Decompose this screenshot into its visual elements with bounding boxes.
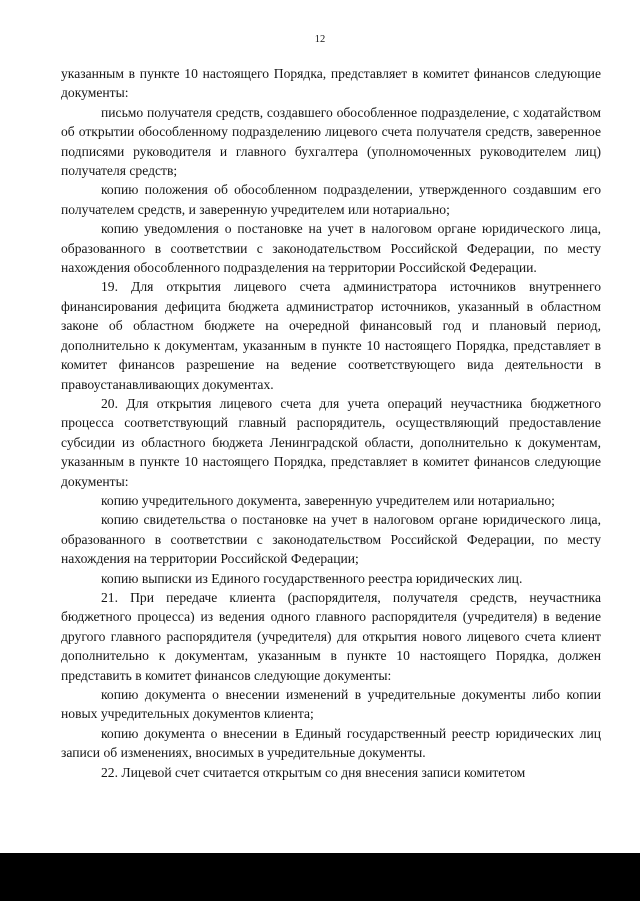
paragraph-letter-requirement: письмо получателя средств, создавшего обособленное подразделение, с ходатайством об открытии обособленному подразделению лицевого счета получателя средств, заверенное подписями руководителя и главного бухгалтера (уполномоченных руководителем лиц) получателя средств; — [61, 104, 601, 179]
paragraph-amendments-copy: копию документа о внесении изменений в учредительные документы либо копии новых учредительных документов клиента; — [61, 687, 601, 722]
paragraph-continuation: указанным в пункте 10 настоящего Порядка, представляет в комитет финансов следующие документы: — [61, 66, 601, 101]
paragraph-tax-notice-copy: копию уведомления о постановке на учет в налоговом органе юридического лица, образованного в соответствии с законодательством Российской Федерации, по месту нахождения обособленного подразделения на территории Российской Федерации. — [61, 221, 601, 276]
document-body — [61, 64, 601, 782]
paragraph-clause-22: 22. Лицевой счет считается открытым со дня внесения записи комитетом — [101, 764, 526, 780]
scan-border-bottom — [0, 853, 640, 901]
paragraph-registry-extract-copy: копию выписки из Единого государственного реестра юридических лиц. — [101, 570, 523, 586]
paragraph-clause-20: 20. Для открытия лицевого счета для учета операций неучастника бюджетного процесса соответствующий главный распорядитель, осуществляющий предоставление субсидии из областного бюджета Ленинградской области, дополнительно к документам, указанным в пункте 10 настоящего Порядка, представляет в комитет финансов следующие документы: — [61, 395, 601, 489]
paragraph-regulation-copy: копию положения об обособленном подразделении, утвержденного создавшим его получателем средств, и заверенную учредителем или нотариально; — [61, 182, 601, 217]
paragraph-registry-entry-copy: копию документа о внесении в Единый государственный реестр юридических лиц записи об изменениях, вносимых в учредительные документы. — [61, 725, 601, 761]
paragraph-clause-21: 21. При передаче клиента (распорядителя, получателя средств, неучастника бюджетного процесса) из ведения одного главного распорядителя (учредителя) в ведение другого главного распорядителя (учредителя) для открытия нового лицевого счета клиент дополнительно к документам, указанным в пункте 10 настоящего Порядка, должен представить в комитет финансов следующие документы: — [61, 589, 601, 683]
paragraph-founding-document-copy: копию учредительного документа, заверенную учредителем или нотариально; — [101, 492, 555, 508]
paragraph-tax-certificate-copy: копию свидетельства о постановке на учет в налоговом органе юридического лица, образованного в соответствии с законодательством Российской Федерации, по месту нахождения на территории Российской Федерации; — [61, 512, 601, 567]
paragraph-clause-19: 19. Для открытия лицевого счета администратора источников внутреннего финансирования дефицита бюджета администратор источников, указанный в областном законе об областном бюджете на очередной финансовый год и плановый период, дополнительно к документам, указанным в пункте 10 настоящего Порядка, представляет в комитет финансов разрешение на ведение соответствующего вида деятельности в правоустанавливающих документах. — [61, 279, 601, 392]
page-number: 12 — [314, 34, 326, 45]
